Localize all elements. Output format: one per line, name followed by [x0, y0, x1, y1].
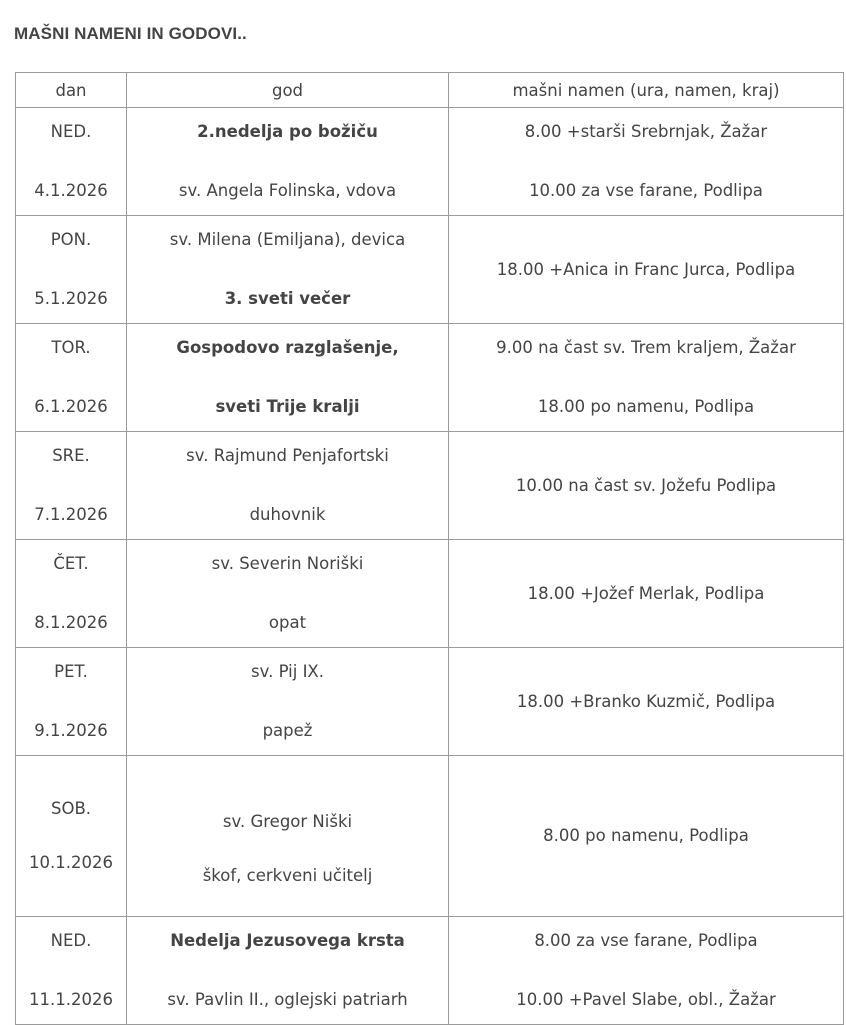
- table-row: [16, 216, 844, 324]
- mass-cell: [449, 324, 844, 432]
- mass-intention: 8.00 za vse farane, Podlipa: [534, 931, 758, 950]
- feast-label: sv. Pij IX.: [251, 662, 324, 681]
- day-cell: [16, 216, 127, 324]
- feast-label: 2.nedelja po božiču: [197, 122, 378, 141]
- date-label: 7.1.2026: [34, 505, 108, 524]
- mass-intention: 10.00 +Pavel Slabe, obl., Žažar: [516, 990, 776, 1009]
- day-cell: [16, 756, 127, 917]
- table-row: [16, 324, 844, 432]
- feast-label: duhovnik: [249, 505, 326, 524]
- date-label: 4.1.2026: [34, 181, 108, 200]
- table-header-row: [16, 73, 844, 108]
- mass-intention: 8.00 po namenu, Podlipa: [543, 826, 749, 845]
- feast-label: Gospodovo razglašenje,: [176, 338, 399, 357]
- feast-label: sv. Milena (Emiljana), devica: [169, 230, 406, 249]
- mass-intention: 18.00 +Anica in Franc Jurca, Podlipa: [496, 259, 796, 279]
- header-day: dan: [16, 73, 127, 108]
- table-row: [16, 917, 844, 1025]
- day-cell: [16, 917, 127, 1025]
- day-cell: [16, 648, 127, 756]
- table-row: [16, 756, 844, 917]
- page-title: MAŠNI NAMENI IN GODOVI..: [14, 24, 247, 43]
- feast-cell: [127, 917, 449, 1025]
- mass-cell: [449, 917, 844, 1025]
- header-feast: god: [127, 73, 449, 108]
- day-cell: [16, 324, 127, 432]
- mass-schedule-table: [15, 72, 844, 1025]
- weekday-label: ČET.: [53, 554, 89, 573]
- day-cell: [16, 540, 127, 648]
- feast-cell: [127, 540, 449, 648]
- feast-label: sveti Trije kralji: [215, 397, 360, 416]
- feast-label: sv. Pavlin II., oglejski patriarh: [167, 990, 408, 1009]
- table-row: [16, 648, 844, 756]
- mass-intention: 9.00 na čast sv. Trem kraljem, Žažar: [496, 338, 796, 357]
- feast-cell: [127, 324, 449, 432]
- mass-cell: [449, 756, 844, 917]
- feast-cell: [127, 756, 449, 917]
- mass-intention: 18.00 +Jožef Merlak, Podlipa: [527, 583, 765, 603]
- date-label: 8.1.2026: [34, 613, 108, 632]
- header-mass: mašni namen (ura, namen, kraj): [449, 73, 844, 108]
- feast-cell: [127, 648, 449, 756]
- weekday-label: PON.: [50, 230, 92, 249]
- feast-label: sv. Severin Noriški: [211, 554, 364, 573]
- day-cell: [16, 432, 127, 540]
- date-label: 10.1.2026: [29, 853, 113, 872]
- day-cell: [16, 108, 127, 216]
- mass-intention: 18.00 +Branko Kuzmič, Podlipa: [516, 691, 776, 711]
- mass-cell: [449, 648, 844, 756]
- feast-label: papež: [262, 721, 313, 740]
- feast-label: škof, cerkveni učitelj: [202, 866, 373, 885]
- date-label: 5.1.2026: [34, 289, 108, 308]
- mass-intention: 18.00 po namenu, Podlipa: [537, 397, 755, 416]
- date-label: 9.1.2026: [34, 721, 108, 740]
- table-row: [16, 108, 844, 216]
- feast-cell: [127, 216, 449, 324]
- weekday-label: PET.: [54, 662, 88, 681]
- mass-intention: 10.00 za vse farane, Podlipa: [529, 181, 763, 200]
- feast-label: sv. Angela Folinska, vdova: [178, 181, 397, 200]
- mass-intention: 10.00 na čast sv. Jožefu Podlipa: [515, 475, 777, 495]
- mass-cell: [449, 540, 844, 648]
- feast-label: 3. sveti večer: [224, 289, 351, 308]
- feast-label: sv. Rajmund Penjafortski: [186, 446, 389, 465]
- weekday-label: NED.: [50, 122, 92, 141]
- weekday-label: SOB.: [50, 799, 92, 818]
- mass-cell: [449, 108, 844, 216]
- weekday-label: SRE.: [52, 446, 90, 465]
- mass-intention: 8.00 +starši Srebrnjak, Žažar: [524, 122, 768, 141]
- weekday-label: TOR.: [51, 338, 91, 357]
- feast-label: sv. Gregor Niški: [222, 812, 353, 831]
- feast-cell: [127, 108, 449, 216]
- table-row: [16, 540, 844, 648]
- date-label: 11.1.2026: [29, 990, 113, 1009]
- feast-label: Nedelja Jezusovega krsta: [170, 931, 405, 950]
- date-label: 6.1.2026: [34, 397, 108, 416]
- weekday-label: NED.: [50, 931, 92, 950]
- feast-label: opat: [268, 613, 307, 632]
- mass-cell: [449, 216, 844, 324]
- mass-cell: [449, 432, 844, 540]
- feast-cell: [127, 432, 449, 540]
- table-row: [16, 432, 844, 540]
